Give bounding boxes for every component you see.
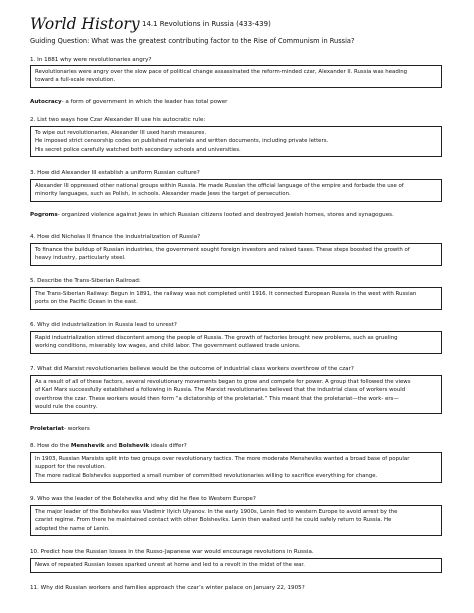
- question-7: 7. What did Marxist revolutionaries believe would be the outcome of industrial class workers overthrow of the czar?: [30, 366, 354, 372]
- answer-line: adopted the name of Lenin.: [35, 525, 110, 532]
- question-9: 9. Who was the leader of the Bolsheviks and why did he flee to Western Europe?: [30, 496, 256, 502]
- answer-line: As a result of all of these factors, several revolutionary movements began to grow and compete for power. A group that followed the views: [35, 379, 411, 385]
- term-autocracy: [30, 99, 227, 105]
- answer-line: toward a full-scale revolution.: [35, 77, 116, 84]
- answer-box-4: [30, 243, 442, 266]
- answer-box-9: [30, 505, 442, 536]
- term-bolshevik: Bolshevik: [118, 443, 150, 449]
- question-5: 5. Describe the Trans-Siberian Railroad:: [30, 278, 141, 284]
- term-definition: - organized violence against Jews in which Russian citizens looted and destroyed Jewish homes, stores and synagogues.: [57, 212, 394, 218]
- term-menshevik: Menshevik: [70, 443, 105, 449]
- answer-line: ports on the Pacific Ocean in the east.: [35, 299, 138, 306]
- answer-line: News of repeated Russian losses sparked unrest at home and led to a revolt in the midst of the war.: [35, 562, 305, 568]
- answer-line: Alexander III oppressed other national groups within Russia. He made Russian the official language of the empire and forbade the use of: [35, 183, 404, 189]
- answer-line: The major leader of the Bolsheviks was Vladimir Ilyich Ulyanov. In the early 1900s, Lenin fled to western Europe to avoid arrest by the: [35, 509, 398, 515]
- answer-line: working conditions, miserably low wages, and child labor. The government outlawed trade unions.: [35, 343, 301, 350]
- question-1: 1. In 1881 why were revolutionaries angry?: [30, 57, 152, 63]
- term-definition: - workers: [64, 426, 90, 432]
- answer-line: support for the revolution.: [35, 464, 106, 471]
- answer-line: Rapid industrialization stirred discontent among the people of Russia. The growth of factories brought new problems, such as grueling: [35, 335, 398, 341]
- term-proletariat: [30, 426, 90, 432]
- answer-line: heavy industry, particularly steel.: [35, 255, 126, 262]
- answer-line: To wipe out revolutionaries, Alexander III used harsh measures.: [35, 130, 207, 136]
- answer-box-5: [30, 287, 442, 310]
- answer-line: His secret police carefully watched both secondary schools and universities.: [35, 146, 241, 153]
- guiding-question: Guiding Question: What was the greatest contributing factor to the Rise of Communism in Russia?: [30, 37, 355, 45]
- question-10: 10. Predict how the Russian losses in the Russo-Japanese war would encourage revolutions in Russia.: [30, 549, 314, 555]
- answer-line: To finance the buildup of Russian industries, the government sought foreign investors and raised taxes. These steps boosted the growth of: [35, 247, 410, 253]
- question-text: 8. How do the: [30, 443, 71, 449]
- term-pogroms: [30, 212, 394, 218]
- question-text: ideals differ?: [149, 443, 187, 449]
- answer-box-2: [30, 126, 442, 157]
- page-title: World History: [30, 15, 140, 33]
- question-3: 3. How did Alexander III establish a uniform Russian culture?: [30, 170, 200, 176]
- question-2: 2. List two ways how Czar Alexander III use his autocratic rule:: [30, 117, 206, 123]
- term-label: Pogroms: [30, 212, 58, 218]
- term-label: Autocracy: [30, 99, 62, 105]
- answer-line: would rule the country.: [35, 403, 98, 410]
- answer-line: The more radical Bolsheviks supported a small number of committed revolutionaries willing to sacrifice everything for change.: [35, 472, 378, 479]
- answer-line: In 1903, Russian Marxists split into two groups over revolutionary tactics. The more moderate Mensheviks wanted a broad base of popular: [35, 456, 410, 462]
- answer-box-10: [30, 558, 442, 573]
- question-4: 4. How did Nicholas II finance the industrialization of Russia?: [30, 234, 201, 240]
- question-6: 6. Why did industrialization in Russia lead to unrest?: [30, 322, 177, 328]
- answer-line: Revolutionaries were angry over the slow pace of political change assassinated the reform-minded czar, Alexander II. Russia was heading: [35, 69, 408, 75]
- question-text: and: [104, 443, 119, 449]
- answer-line: He imposed strict censorship codes on published materials and written documents, including private letters.: [35, 138, 329, 145]
- answer-line: overthrow the czar. These workers would then form “a dictatorship of the proletariat.” This meant that the proletariat—the work- ers—: [35, 395, 399, 402]
- answer-box-8: [30, 452, 442, 483]
- question-8: [30, 443, 187, 449]
- answer-line: minority languages, such as Polish, in schools. Alexander made Jews the target of persecution.: [35, 191, 291, 198]
- answer-box-6: [30, 331, 442, 354]
- answer-box-1: [30, 65, 442, 88]
- term-label: Proletariat: [30, 426, 64, 432]
- question-11: 11. Why did Russian workers and families approach the czar’s winter palace on January 22, 1905?: [30, 585, 305, 591]
- answer-line: of Karl Marx successfully established a following in Russia. The Marxist revolutionaries believed that the industrial class of workers would: [35, 387, 406, 394]
- answer-line: czarist regime. From there he maintained contact with other Bolsheviks. Lenin then waited until he could safely return to Russia. He: [35, 517, 392, 524]
- answer-box-7: [30, 375, 442, 414]
- section-subtitle: 14.1 Revolutions in Russia (433-439): [142, 20, 271, 28]
- answer-line: The Trans-Siberian Railway: Begun in 1891, the railway was not completed until 1916. It connected European Russia in the west with Russian: [35, 291, 417, 297]
- answer-box-3: [30, 179, 442, 202]
- term-definition: - a form of government in which the leader has total power: [61, 99, 228, 105]
